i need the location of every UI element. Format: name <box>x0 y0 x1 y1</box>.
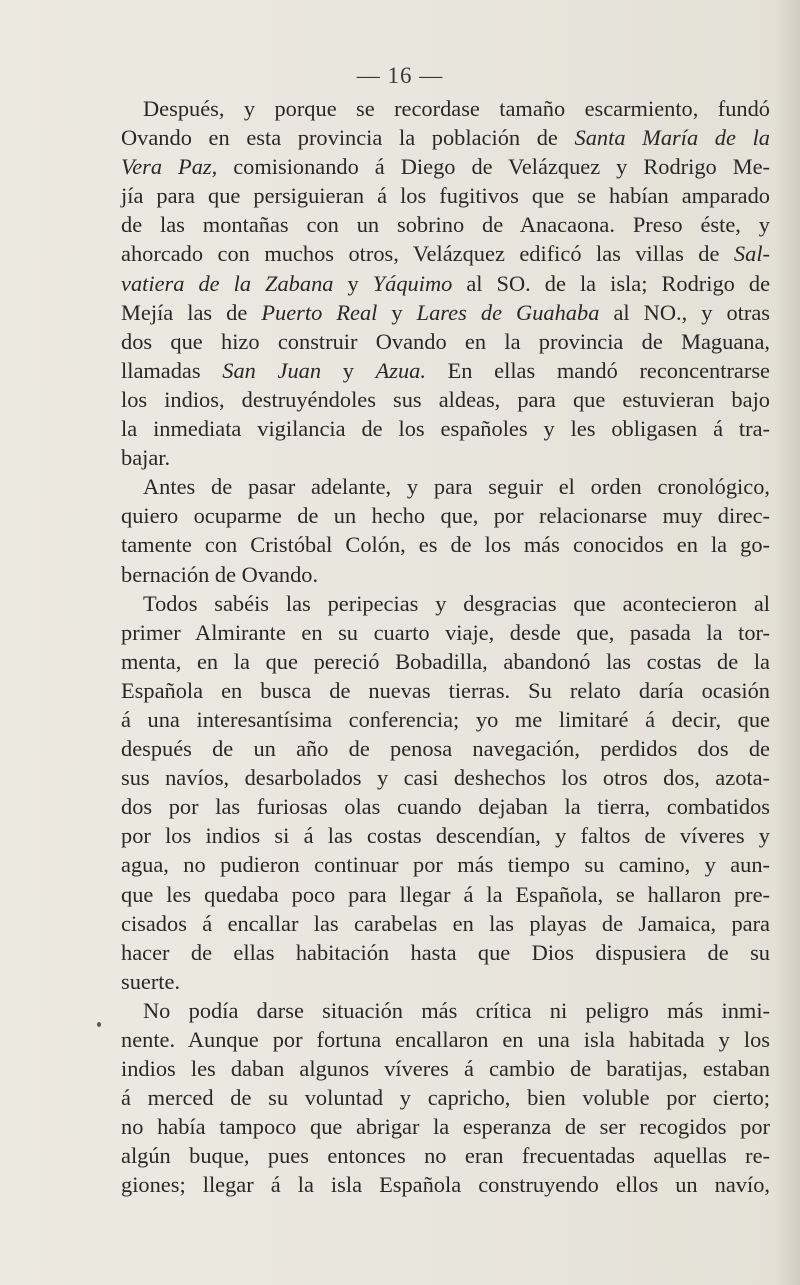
page-number: — 16 — <box>356 63 444 88</box>
text-span: indios les daban algunos víveres á cambio de baratijas, estaban <box>121 1056 770 1082</box>
text-span: ahorcado con muchos otros, Velázquez edificó las villas de <box>121 241 734 267</box>
text-span: los indios, destruyéndoles sus aldeas, para que estuvieran bajo <box>121 386 770 412</box>
italic-span: Azua. <box>375 357 426 383</box>
text-span: Todos sabéis las peripecias y desgracias que acontecieron al <box>143 590 770 616</box>
text-span: suerte. <box>121 968 181 994</box>
text-line <box>121 269 770 298</box>
text-line <box>121 443 770 472</box>
text-line <box>121 1054 770 1083</box>
text-span: hacer de ellas habitación hasta que Dios dispusiera de su <box>121 939 770 965</box>
text-line <box>121 996 770 1025</box>
text-line <box>121 356 770 385</box>
text-line <box>121 880 770 909</box>
text-line <box>121 123 770 152</box>
text-line <box>121 676 770 705</box>
text-span: Española en busca de nuevas tierras. Su relato daría ocasión <box>121 677 770 703</box>
text-span: No podía darse situación más crítica ni peligro más inmi- <box>143 997 770 1023</box>
italic-span: Santa María de la <box>574 125 770 151</box>
text-span: dos por las furiosas olas cuando dejaban la tierra, combatidos <box>121 794 770 820</box>
text-span: al SO. de la isla; Rodrigo de <box>452 270 771 296</box>
text-line <box>121 1112 770 1141</box>
text-line <box>121 1170 770 1199</box>
text-line <box>121 618 770 647</box>
text-line <box>121 472 770 501</box>
text-span: la inmediata vigilancia de los españoles y les obligasen á tra- <box>121 416 770 442</box>
text-line <box>121 501 770 530</box>
text-line <box>121 589 770 618</box>
page-edge-shadow <box>774 0 800 1285</box>
text-span: bajar. <box>121 445 171 471</box>
text-span: Antes de pasar adelante, y para seguir el orden cronológico, <box>143 474 770 500</box>
text-span: algún buque, pues entonces no eran frecuentadas aquellas re- <box>121 1143 770 1169</box>
text-span: á una interesantísima conferencia; yo me limitaré á decir, que <box>121 706 770 732</box>
italic-span: Vera Paz, <box>121 154 218 180</box>
text-span: quiero ocuparme de un hecho que, por relacionarse muy direc- <box>121 503 770 529</box>
text-span: Después, y porque se recordase tamaño escarmiento, fundó <box>143 96 770 121</box>
text-span: al NO., y otras <box>599 299 770 325</box>
text-line <box>121 967 770 996</box>
text-span: y <box>321 357 376 383</box>
text-span: no había tampoco que abrigar la esperanza de ser recogidos por <box>121 1114 770 1140</box>
text-span: y <box>377 299 417 325</box>
text-span: y <box>333 270 373 296</box>
text-line <box>121 327 770 356</box>
italic-span: Yáquimo <box>372 270 453 296</box>
text-line <box>121 1025 770 1054</box>
text-span: bernación de Ovando. <box>121 561 319 587</box>
italic-span: Sal- <box>733 241 770 267</box>
ink-speck <box>97 1022 101 1027</box>
text-line <box>121 94 770 123</box>
text-span: dos que hizo construir Ovando en la provincia de Maguana, <box>121 328 770 354</box>
text-line <box>121 647 770 676</box>
text-line <box>121 1141 770 1170</box>
text-line <box>121 152 770 181</box>
italic-span: Lares de Guahaba <box>416 299 600 325</box>
text-span: después de un año de penosa navegación, perdidos dos de <box>121 736 770 762</box>
text-line <box>121 210 770 239</box>
text-span: primer Almirante en su cuarto viaje, desde que, pasada la tor- <box>121 619 770 645</box>
text-line <box>121 705 770 734</box>
text-line <box>121 938 770 967</box>
text-span: de las montañas con un sobrino de Anacaona. Preso éste, y <box>121 212 770 238</box>
text-line <box>121 792 770 821</box>
italic-span: Puerto Real <box>261 299 378 325</box>
text-line <box>121 821 770 850</box>
text-span: comisionando á Diego de Velázquez y Rodrigo Me- <box>217 154 770 180</box>
text-line <box>121 560 770 589</box>
body-text <box>121 94 770 1200</box>
text-span: por los indios si á las costas descendían, y faltos de víveres y <box>121 823 770 849</box>
text-span: que les quedaba poco para llegar á la Española, se hallaron pre- <box>121 881 770 907</box>
text-span: Mejía las de <box>121 299 262 325</box>
text-span: agua, no pudieron continuar por más tiempo su camino, y aun- <box>121 852 770 878</box>
text-span: Ovando en esta provincia la población de <box>121 125 575 151</box>
text-span: nente. Aunque por fortuna encallaron en una isla habitada y los <box>121 1027 770 1052</box>
text-line <box>121 239 770 268</box>
text-span: cisados á encallar las carabelas en las playas de Jamaica, para <box>121 910 770 936</box>
text-line <box>121 530 770 559</box>
text-span: menta, en la que pereció Bobadilla, abandonó las costas de la <box>121 648 770 674</box>
text-span: En ellas mandó reconcentrarse <box>425 357 770 383</box>
text-span: á merced de su voluntad y capricho, bien voluble por cierto; <box>121 1085 770 1111</box>
text-line <box>121 850 770 879</box>
italic-span: San Juan <box>222 357 322 383</box>
text-line <box>121 385 770 414</box>
text-line <box>121 909 770 938</box>
text-line <box>121 298 770 327</box>
text-span: llamadas <box>121 357 223 383</box>
text-line <box>121 734 770 763</box>
text-line <box>121 763 770 792</box>
text-span: jía para que persiguieran á los fugitivos que se habían amparado <box>121 183 770 209</box>
text-line <box>121 414 770 443</box>
text-line <box>121 1083 770 1112</box>
text-span: giones; llegar á la isla Española construyendo ellos un navío, <box>121 1172 770 1198</box>
text-span: tamente con Cristóbal Colón, es de los más conocidos en la go- <box>121 532 770 558</box>
italic-span: vatiera de la Zabana <box>121 270 334 296</box>
text-line <box>121 181 770 210</box>
text-span: sus navíos, desarbolados y casi deshechos los otros dos, azota- <box>121 765 770 791</box>
